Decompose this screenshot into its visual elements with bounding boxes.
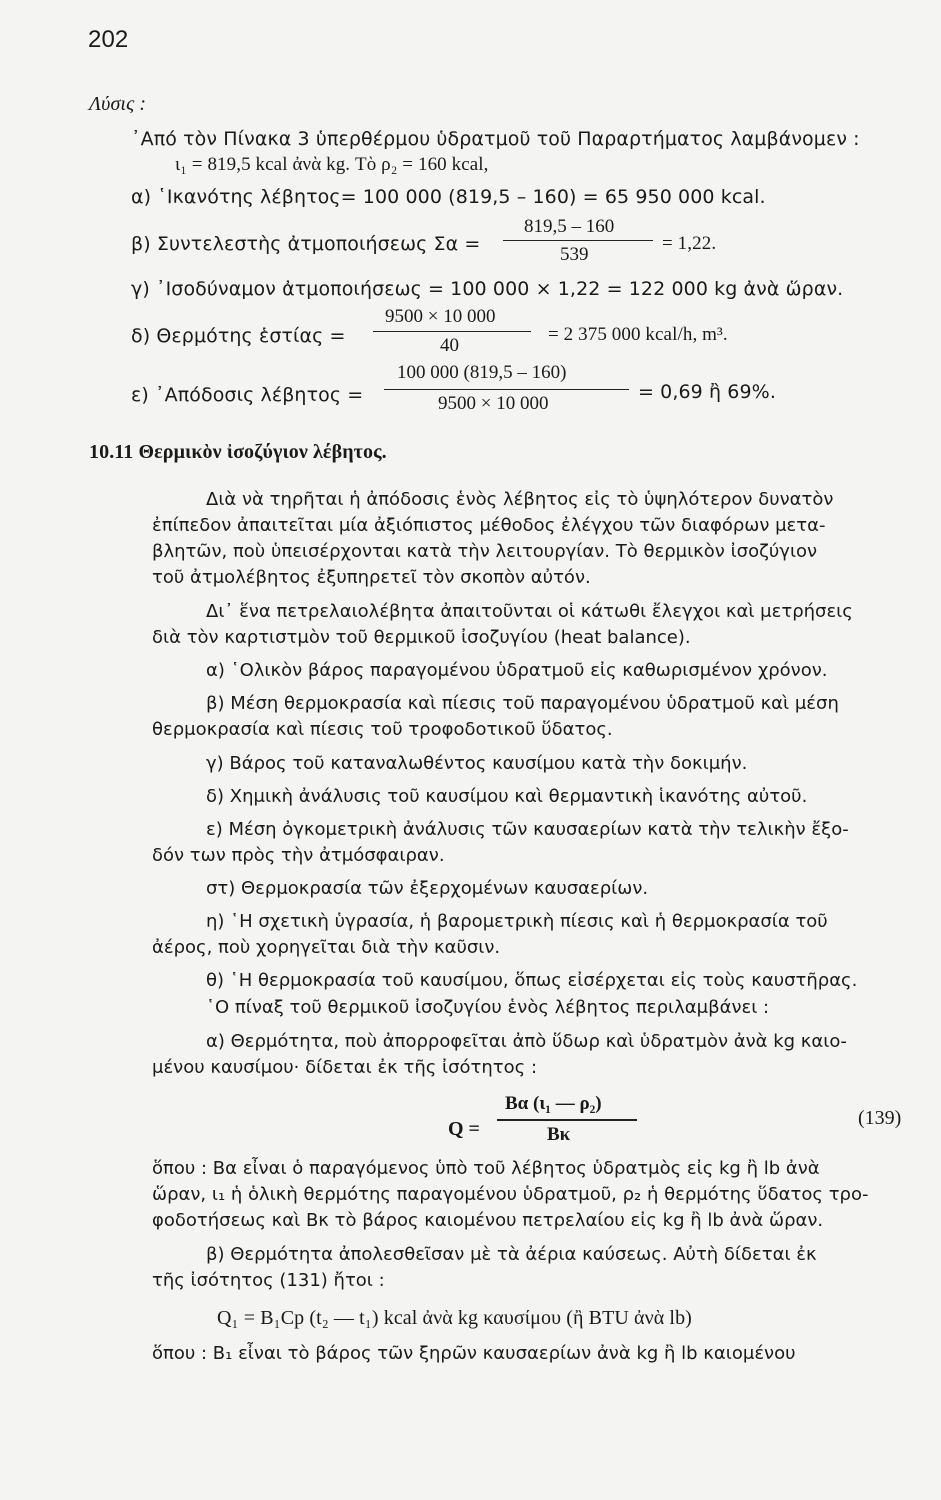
section-heading: 10.11 Θερμικὸν ἰσοζύγιον λέβητος. [89,441,387,463]
item-b-fraction-bar [503,240,653,241]
eq139-numerator: Bα (ι₁ — ρ₂) [505,1093,602,1114]
item-c-equivalent: γ) ᾿Ισοδύναμον ἀτμοποιήσεως = 100 000 × 1,22 = 122 000 kg ἀνὰ ὥραν. [131,278,844,300]
body-line: τοῦ ἀτμολέβητος ἐξυπηρετεῖ τὸν σκοπὸν αὐτόν. [152,567,591,588]
eq139-number: (139) [858,1107,902,1129]
body-line: διὰ τὸν καρτιστμὸν τοῦ θερμικοῦ ἰσοζυγίου (heat balance). [152,627,691,648]
eq139-denominator: Bκ [547,1124,571,1145]
solution-intro: ᾿Από τὸν Πίνακα 3 ὑπερθέρμου ὑδρατμοῦ τοῦ Παραρτήματος λαμβάνομεν : [131,128,860,150]
body-line: η) ῾Η σχετικὴ ὑγρασία, ἡ βαρομετρικὴ πίεσις καὶ ἡ θερμοκρασία τοῦ [206,911,828,932]
eq139-lhs: Q = [448,1118,480,1140]
body-line: τῆς ἰσότητος (131) ἤτοι : [152,1270,385,1291]
eq-q1: Q₁ = B₁Cp (t₂ — t₁) kcal ἀνὰ kg καυσίμου (ἢ BTU ἀνὰ lb) [217,1307,692,1329]
body-line: Διὰ νὰ τηρῆται ἡ ἀπόδοσις ἑνὸς λέβητος εἰς τὸ ὑψηλότερον δυνατὸν [206,489,834,510]
eq139-fraction-bar [497,1119,637,1121]
body-line: ὅπου : Bα εἶναι ὁ παραγόμενος ὑπὸ τοῦ λέβητος ὑδρατμὸς εἰς kg ἢ lb ἀνὰ [152,1158,820,1179]
body-line: ἀέρος, ποὺ χορηγεῖται διὰ τὴν καῦσιν. [152,937,501,958]
body-line: θ) ῾Η θερμοκρασία τοῦ καυσίμου, ὅπως εἰσέρχεται εἰς τοὺς καυστῆρας. [206,970,858,991]
body-line: δόν των πρὸς τὴν ἀτμόσφαιραν. [152,845,445,866]
body-line: Δι᾿ ἕνα πετρελαιολέβητα ἀπαιτοῦνται οἱ κάτωθι ἔλεγχοι καὶ μετρήσεις [206,601,853,622]
item-d-result: = 2 375 000 kcal/h, m³. [548,324,728,345]
body-line: θερμοκρασία καὶ πίεσις τοῦ τροφοδοτικοῦ ὕδατος. [152,719,613,740]
body-line: β) Θερμότητα ἀπολεσθεῖσαν μὲ τὰ ἀέρια καύσεως. Αὐτὴ δίδεται ἐκ [206,1244,817,1265]
item-e-label: ε) ᾿Απόδοσις λέβητος = [131,384,364,406]
item-b-result: = 1,22. [662,233,717,254]
item-e-denominator: 9500 × 10 000 [438,393,549,414]
item-e-result: = 0,69 ἢ 69%. [638,381,776,403]
item-d-fraction-bar [373,331,531,332]
body-line: ὥραν, ι₁ ἡ ὁλικὴ θερμότης παραγομένου ὑδρατμοῦ, ρ₂ ἡ θερμότης ὕδατος τρο- [152,1184,869,1205]
body-line: γ) Βάρος τοῦ καταναλωθέντος καυσίμου κατὰ τὴν δοκιμήν. [206,753,748,774]
item-d-denominator: 40 [440,335,459,356]
body-line: α) ῾Ολικὸν βάρος παραγομένου ὑδρατμοῦ εἰς καθωρισμένον χρόνον. [206,660,828,681]
body-line: βλητῶν, ποὺ ὑπεισέρχονται κατὰ τὴν λειτουργίαν. Τὸ θερμικὸν ἰσοζύγιον [152,541,818,562]
item-d-numerator: 9500 × 10 000 [385,306,496,327]
body-line: ἐπίπεδον ἀπαιτεῖται μία ἀξιόπιστος μέθοδος ἐλέγχου τῶν διαφόρων μετα- [152,515,826,536]
body-line: φοδοτήσεως καὶ Bκ τὸ βάρος καιομένου πετρελαίου εἰς kg ἢ lb ἀνὰ ὥραν. [152,1210,824,1231]
item-e-fraction-bar [384,389,629,390]
body-line: ε) Μέση ὀγκομετρικὴ ἀνάλυσις τῶν καυσαερίων κατὰ τὴν τελικὴν ἔξο- [206,819,849,840]
item-e-numerator: 100 000 (819,5 – 160) [397,362,567,383]
item-b-numerator: 819,5 – 160 [524,216,615,237]
item-b-label: β) Συντελεστὴς ἀτμοποιήσεως Σα = [131,233,481,255]
body-line: στ) Θερμοκρασία τῶν ἐξερχομένων καυσαερίων. [206,878,649,899]
body-line: δ) Χημικὴ ἀνάλυσις τοῦ καυσίμου καὶ θερμαντικὴ ἱκανότης αὐτοῦ. [206,786,808,807]
item-a-capacity: α) ῾Ικανότης λέβητος= 100 000 (819,5 – 160) = 65 950 000 kcal. [131,186,766,208]
solution-label: Λύσις : [89,93,147,115]
page-number: 202 [88,26,129,53]
given-values: ι₁ = 819,5 kcal ἀνὰ kg. Τὸ ρ₂ = 160 kcal, [175,154,489,175]
body-line: ῾Ο πίναξ τοῦ θερμικοῦ ἰσοζυγίου ἑνὸς λέβητος περιλαμβάνει : [206,997,770,1018]
body-line: α) Θερμότητα, ποὺ ἀπορροφεῖται ἀπὸ ὕδωρ καὶ ὑδρατμὸν ἀνὰ kg καιο- [206,1031,847,1052]
item-d-label: δ) Θερμότης ἑστίας = [131,325,346,347]
body-line: β) Μέση θερμοκρασία καὶ πίεσις τοῦ παραγομένου ὑδρατμοῦ καὶ μέση [206,693,839,714]
body-line: μένου καυσίμου· δίδεται ἐκ τῆς ἰσότητος : [152,1057,538,1078]
item-b-denominator: 539 [560,244,589,265]
body-line: ὅπου : B₁ εἶναι τὸ βάρος τῶν ξηρῶν καυσαερίων ἀνὰ kg ἢ lb καιομένου [152,1343,796,1364]
